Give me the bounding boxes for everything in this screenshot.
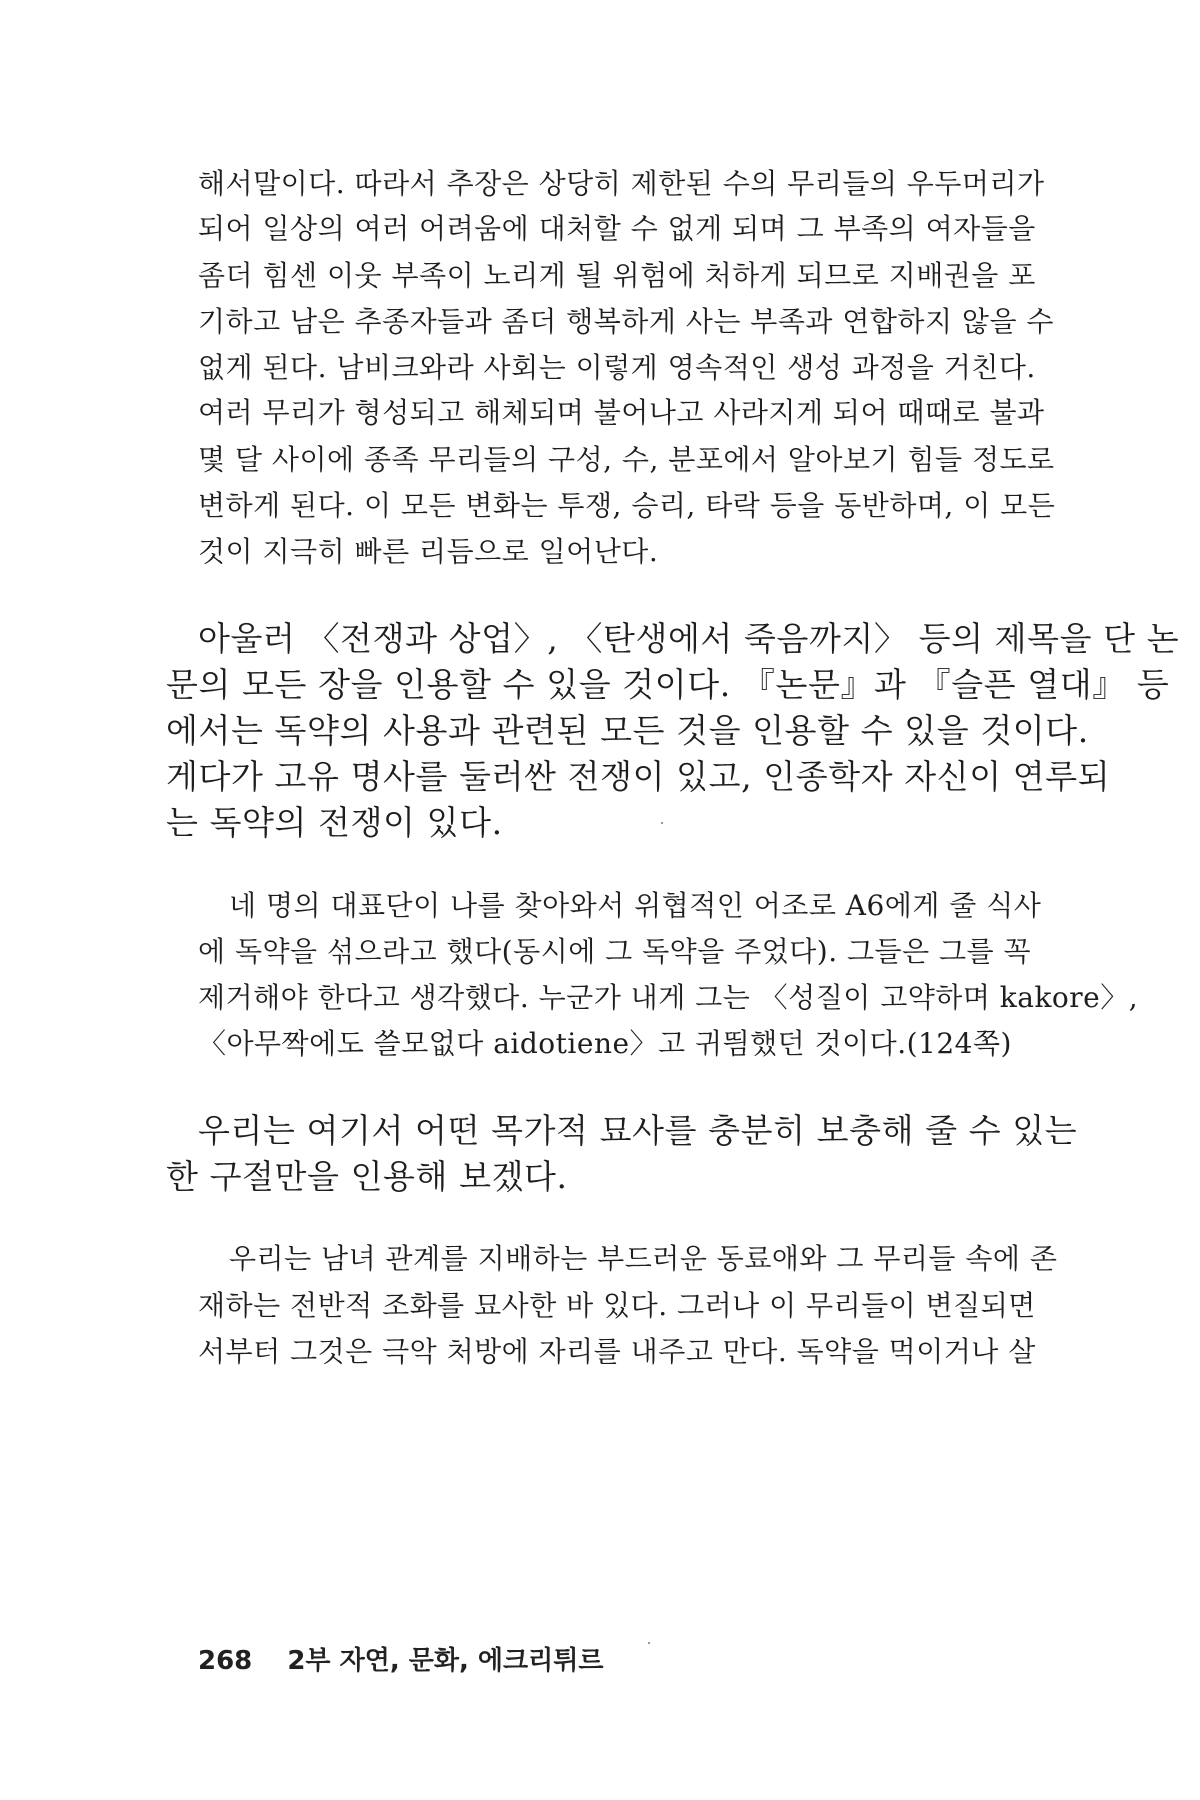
- body-line: 에서는 독약의 사용과 관련된 모든 것을 인용할 수 있을 것이다.: [166, 711, 1089, 750]
- body-line: 문의 모든 장을 인용할 수 있을 것이다. 『논문』과 『슬픈 열대』 등: [166, 665, 1170, 704]
- quote-line: 되어 일상의 여러 어려움에 대처할 수 없게 되며 그 부족의 여자들을: [198, 212, 1036, 245]
- quote-line: 에 독약을 섞으라고 했다(동시에 그 독약을 주었다). 그들은 그를 꼭: [198, 935, 1032, 968]
- quote-line: 좀더 힘센 이웃 부족이 노리게 될 위험에 처하게 되므로 지배권을 포: [198, 259, 1036, 292]
- quote-line: 없게 된다. 남비크와라 사회는 이렇게 영속적인 생성 과정을 거친다.: [198, 351, 1036, 384]
- body-line: 한 구절만을 인용해 보겠다.: [166, 1157, 568, 1196]
- quote-line: 해서말이다. 따라서 추장은 상당히 제한된 수의 무리들의 우두머리가: [198, 167, 1045, 200]
- quote-line: 변하게 된다. 이 모든 변화는 투쟁, 승리, 타락 등을 동반하며, 이 모든: [198, 489, 1056, 522]
- body-line: 게다가 고유 명사를 둘러싼 전쟁이 있고, 인종학자 자신이 연루되: [166, 757, 1111, 796]
- quote-line: 몇 달 사이에 종족 무리들의 구성, 수, 분포에서 알아보기 힘들 정도로: [198, 443, 1055, 476]
- body-line: 아울러 〈전쟁과 상업〉, 〈탄생에서 죽음까지〉 등의 제목을 단 논: [198, 619, 1180, 658]
- quote-line: 기하고 남은 추종자들과 좀더 행복하게 사는 부족과 연합하지 않을 수: [198, 305, 1054, 338]
- quote-line: 우리는 남녀 관계를 지배하는 부드러운 동료애와 그 무리들 속에 존: [229, 1242, 1058, 1275]
- quote-line: 서부터 그것은 극악 처방에 자리를 내주고 만다. 독약을 먹이거나 살: [198, 1335, 1036, 1368]
- body-line: 우리는 여기서 어떤 목가적 묘사를 충분히 보충해 줄 수 있는: [198, 1111, 1078, 1150]
- quote-line: 네 명의 대표단이 나를 찾아와서 위협적인 어조로 A6에게 줄 식사: [229, 889, 1042, 922]
- page-footer: [198, 1640, 604, 1677]
- quote-line: 제거해야 한다고 생각했다. 누군가 내게 그는 〈성질이 고약하며 kakore〉,: [198, 981, 1139, 1014]
- running-title: 2부 자연, 문화, 에크리튀르: [287, 1646, 604, 1676]
- body-line: 는 독약의 전쟁이 있다.: [166, 803, 503, 842]
- quote-line: 여러 무리가 형성되고 해체되며 불어나고 사라지게 되어 때때로 불과: [198, 396, 1045, 429]
- quote-line: 재하는 전반적 조화를 묘사한 바 있다. 그러나 이 무리들이 변질되면: [198, 1289, 1036, 1322]
- scan-speck: [648, 1642, 650, 1644]
- quote-line: 것이 지극히 빠른 리듬으로 일어난다.: [198, 535, 659, 568]
- page-number: 268: [198, 1646, 253, 1676]
- quote-line: 〈아무짝에도 쓸모없다 aidotiene〉고 귀띔했던 것이다.(124쪽): [198, 1027, 1012, 1060]
- scan-speck: [661, 822, 663, 824]
